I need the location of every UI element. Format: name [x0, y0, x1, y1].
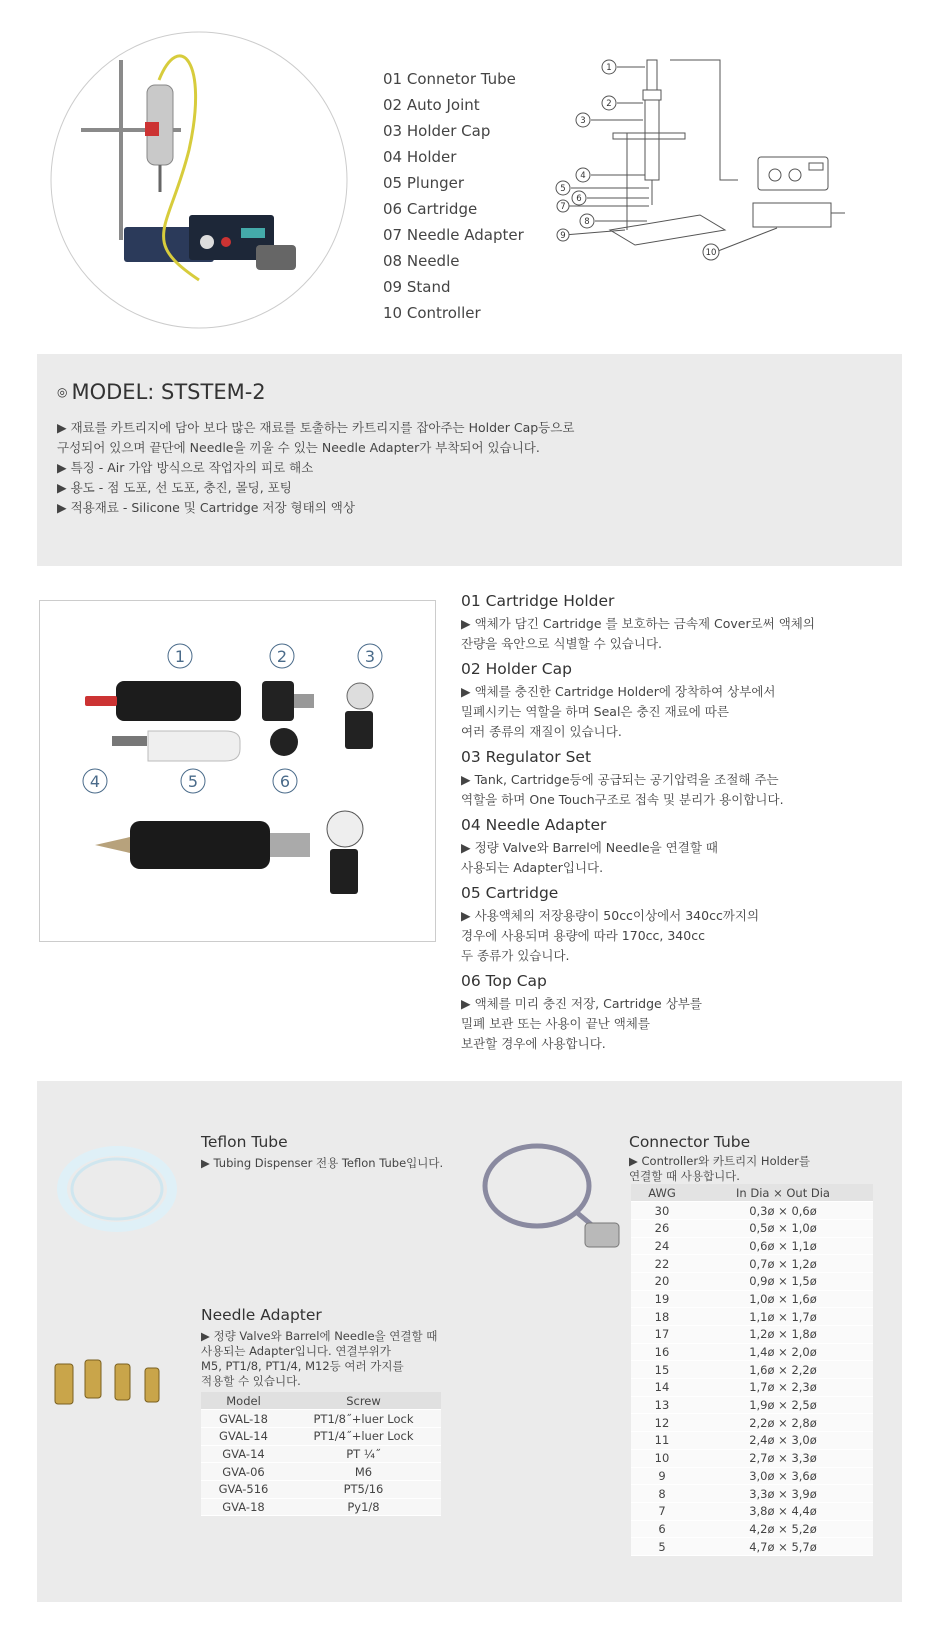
table-row: 14 1,7ø × 2,3ø [631, 1379, 873, 1397]
table-row: GVAL-18 PT1/8˝+luer Lock [201, 1410, 441, 1428]
table-row: 13 1,9ø × 2,5ø [631, 1396, 873, 1414]
table-row: 19 1,0ø × 1,6ø [631, 1290, 873, 1308]
parts-item: 08 Needle [383, 252, 460, 270]
needle-adapter-table: Model Screw GVAL-18 PT1/8˝+luer Lock GVAL-14 PT1/4˝+luer Lock GVA-14 PT ¼˝ GVA-06 M6 GVA-516 PT5/16 GVA-18 Py1/8 [201, 1392, 441, 1516]
model-title: ◎ MODEL: STSTEM-2 [57, 380, 266, 404]
component-text: ▶ Tank, Cartridge등에 공급되는 공기압력을 조절해 주는 역할을 하며 One Touch구조로 접속 및 분리가 용이합니다. [461, 772, 784, 807]
photo-label: 6 [279, 772, 291, 791]
table-row: 7 3,8ø × 4,4ø [631, 1502, 873, 1520]
table-row: GVA-14 PT ¼˝ [201, 1445, 441, 1463]
model-line: 구성되어 있으며 끝단에 Needle을 끼울 수 있는 Needle Adapter가 부착되어 있습니다. [57, 440, 540, 455]
needle-adapter-title: Needle Adapter [201, 1306, 322, 1324]
parts-item: 06 Cartridge [383, 200, 478, 218]
table-row: 11 2,4ø × 3,0ø [631, 1432, 873, 1450]
product-photo-circle [49, 30, 349, 330]
callout: 9 [560, 231, 566, 241]
table-row: GVA-18 Py1/8 [201, 1498, 441, 1516]
callout: 8 [584, 217, 590, 227]
table-row: 30 0,3ø × 0,6ø [631, 1202, 873, 1220]
parts-list [383, 66, 524, 326]
photo-label: 5 [187, 772, 199, 791]
callout: 4 [580, 171, 586, 181]
component-text: ▶ 사용액체의 저장용량이 50cc이상에서 340cc까지의 경우에 사용되며 용량에 따라 170cc, 340cc 두 종류가 있습니다. [461, 908, 760, 963]
table-row: 12 2,2ø × 2,8ø [631, 1414, 873, 1432]
needle-adapter-image [49, 1346, 189, 1416]
component-title: 06 Top Cap [461, 972, 547, 990]
connector-desc: ▶ Controller와 카트리지 Holder를 연결할 때 사용합니다. [629, 1154, 811, 1183]
component-title: 05 Cartridge [461, 884, 559, 902]
callout: 2 [606, 99, 612, 109]
connector-title: Connector Tube [629, 1133, 751, 1151]
table-row: 9 3,0ø × 3,6ø [631, 1467, 873, 1485]
accessories-section [37, 1081, 902, 1602]
table-row: 5 4,7ø × 5,7ø [631, 1538, 873, 1556]
parts-item: 09 Stand [383, 278, 451, 296]
parts-item: 10 Controller [383, 304, 481, 322]
callout: 5 [560, 184, 566, 194]
parts-item: 05 Plunger [383, 174, 465, 192]
components-photo [39, 600, 436, 942]
photo-label: 1 [174, 647, 186, 666]
photo-label: 3 [364, 647, 376, 666]
parts-item: 03 Holder Cap [383, 122, 491, 140]
parts-item: 01 Connetor Tube [383, 70, 516, 88]
table-row: 22 0,7ø × 1,2ø [631, 1255, 873, 1273]
table-row: 15 1,6ø × 2,2ø [631, 1361, 873, 1379]
callout: 3 [580, 116, 586, 126]
connector-table: AWG In Dia × Out Dia 30 0,3ø × 0,6ø 26 0,5ø × 1,0ø 24 0,6ø × 1,1ø 22 0,7ø × 1,2ø 20 0,9ø × 1,5ø 19 1,0ø × 1,6ø 18 1,1ø × 1,7ø 17 1,2ø × 1,8ø 16 1,4ø × 2,0ø 15 1,6ø × 2,2ø 14 1,7ø × 2,3ø 13 1,9ø × 2,5ø 12 2,2ø × 2,8ø 11 2,4ø × 3,0ø 10 2,7ø × 3,3ø 9 3,0ø × 3,6ø 8 3,3ø × 3,9ø 7 3,8ø × 4,4ø 6 4,2ø × 5,2ø 5 4,7ø × 5,7ø [631, 1184, 873, 1556]
photo-label: 4 [89, 772, 101, 791]
model-line: ▶ 재료를 카트리지에 담아 보다 많은 재료를 토출하는 카트리지를 잡아주는 Holder Cap등으로 [57, 420, 575, 435]
component-text: ▶ 액체가 담긴 Cartridge 를 보호하는 금속제 Cover로써 액체의 잔량을 육안으로 식별할 수 있습니다. [461, 616, 815, 651]
model-description [57, 418, 574, 518]
component-text: ▶ 정량 Valve와 Barrel에 Needle을 연결할 때 사용되는 Adapter입니다. [461, 840, 718, 875]
teflon-title: Teflon Tube [201, 1133, 288, 1151]
component-title: 04 Needle Adapter [461, 816, 607, 834]
component-title: 03 Regulator Set [461, 748, 592, 766]
model-section [37, 354, 902, 566]
model-line: ▶ 용도 - 점 도포, 선 도포, 충진, 몰딩, 포팅 [57, 480, 292, 495]
components-description [461, 592, 901, 1054]
component-text: ▶ 액체를 미리 충진 저장, Cartridge 상부를 밀폐 보관 또는 사용이 끝난 액체를 보관할 경우에 사용합니다. [461, 996, 702, 1051]
component-title: 01 Cartridge Holder [461, 592, 615, 610]
teflon-tube-image [52, 1141, 182, 1236]
table-row: 17 1,2ø × 1,8ø [631, 1326, 873, 1344]
connector-tube-image [475, 1131, 623, 1261]
table-row: GVAL-14 PT1/4˝+luer Lock [201, 1427, 441, 1445]
table-row: 18 1,1ø × 1,7ø [631, 1308, 873, 1326]
assembly-diagram [555, 55, 900, 270]
model-line: ▶ 특징 - Air 가압 방식으로 작업자의 피로 해소 [57, 460, 314, 475]
component-text: ▶ 액체를 충진한 Cartridge Holder에 장착하여 상부에서 밀폐시키는 역할을 하며 Seal은 충진 재료에 따른 여러 종류의 재질이 있습니다. [461, 684, 776, 739]
callout: 6 [576, 194, 582, 204]
callout: 10 [705, 248, 717, 258]
table-row: 24 0,6ø × 1,1ø [631, 1237, 873, 1255]
table-row: 20 0,9ø × 1,5ø [631, 1272, 873, 1290]
model-line: ▶ 적용재료 - Silicone 및 Cartridge 저장 형태의 액상 [57, 500, 355, 515]
table-row: 10 2,7ø × 3,3ø [631, 1449, 873, 1467]
table-row: 26 0,5ø × 1,0ø [631, 1219, 873, 1237]
callout: 1 [606, 63, 612, 73]
callout: 7 [560, 202, 566, 212]
needle-adapter-desc: ▶ 정량 Valve와 Barrel에 Needle을 연결할 때 사용되는 Adapter입니다. 연결부위가 M5, PT1/8, PT1/4, M12등 여러 가지를 적용할 수 있습니다. [201, 1329, 438, 1388]
teflon-desc: ▶ Tubing Dispenser 전용 Teflon Tube입니다. [201, 1156, 444, 1170]
parts-item: 04 Holder [383, 148, 457, 166]
table-row: GVA-06 M6 [201, 1463, 441, 1481]
photo-label: 2 [276, 647, 288, 666]
table-row: 16 1,4ø × 2,0ø [631, 1343, 873, 1361]
table-row: 6 4,2ø × 5,2ø [631, 1520, 873, 1538]
table-row: 8 3,3ø × 3,9ø [631, 1485, 873, 1503]
component-title: 02 Holder Cap [461, 660, 572, 678]
parts-item: 07 Needle Adapter [383, 226, 524, 244]
table-row: GVA-516 PT5/16 [201, 1480, 441, 1498]
parts-item: 02 Auto Joint [383, 96, 480, 114]
